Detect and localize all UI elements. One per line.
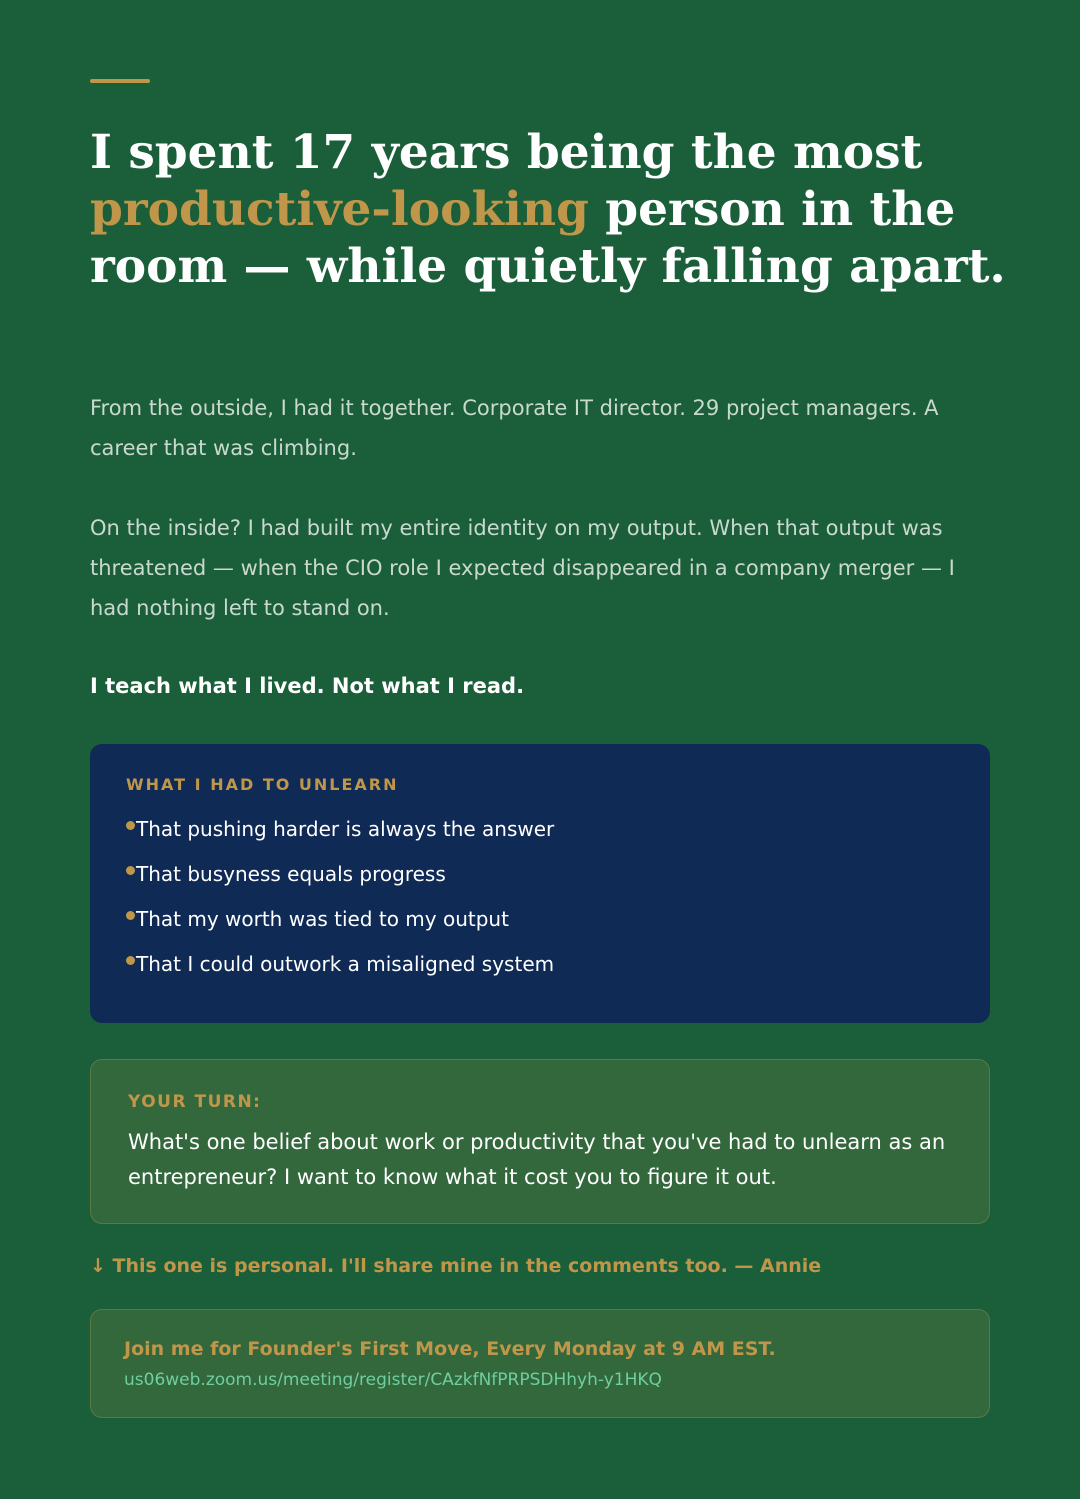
headline-end: person in the room — while quietly falling apart. <box>90 182 1006 294</box>
list-item-text: That busyness equals progress <box>136 862 446 886</box>
intro-paragraph-1: From the outside, I had it together. Corporate IT director. 29 project managers. A career that was climbing. <box>90 396 939 460</box>
bullet-icon <box>126 821 135 830</box>
register-link[interactable]: us06web.zoom.us/meeting/register/CAzkfNfPRPSDHhyh-y1HKQ <box>124 1370 662 1390</box>
emphasis-line: I teach what I lived. Not what I read. <box>90 674 525 698</box>
bullet-icon <box>126 866 135 875</box>
your-turn-card <box>90 1059 990 1224</box>
unlearn-card <box>90 744 990 1023</box>
list-item-text: That I could outwork a misaligned system <box>136 952 555 976</box>
join-card <box>90 1309 990 1418</box>
signoff-text: ↓ This one is personal. I'll share mine in the comments too. — Annie <box>90 1255 822 1277</box>
your-turn-label: YOUR TURN: <box>128 1092 262 1112</box>
headline <box>90 124 1020 295</box>
your-turn-question: What's one belief about work or productivity that you've had to unlearn as an entrepreneur? I want to know what it cost you to figure it out. <box>128 1130 946 1189</box>
list-item <box>126 816 554 861</box>
join-title: Join me for Founder's First Move, Every Monday at 9 AM EST. <box>124 1338 776 1360</box>
headline-start: I spent 17 years being the most <box>90 125 923 180</box>
unlearn-label: WHAT I HAD TO UNLEARN <box>126 775 399 794</box>
bullet-icon <box>126 956 135 965</box>
unlearn-list <box>126 816 554 996</box>
intro-paragraph-2: On the inside? I had built my entire identity on my output. When that output was threatened — when the CIO role I expected disappeared in a company merger — I had nothing left to stand on. <box>90 516 955 620</box>
bullet-icon <box>126 911 135 920</box>
list-item <box>126 861 554 906</box>
list-item-text: That pushing harder is always the answer <box>136 817 555 841</box>
headline-highlight: productive-looking <box>90 182 589 237</box>
list-item-text: That my worth was tied to my output <box>136 907 509 931</box>
list-item <box>126 951 554 996</box>
accent-rule <box>90 79 150 83</box>
list-item <box>126 906 554 951</box>
